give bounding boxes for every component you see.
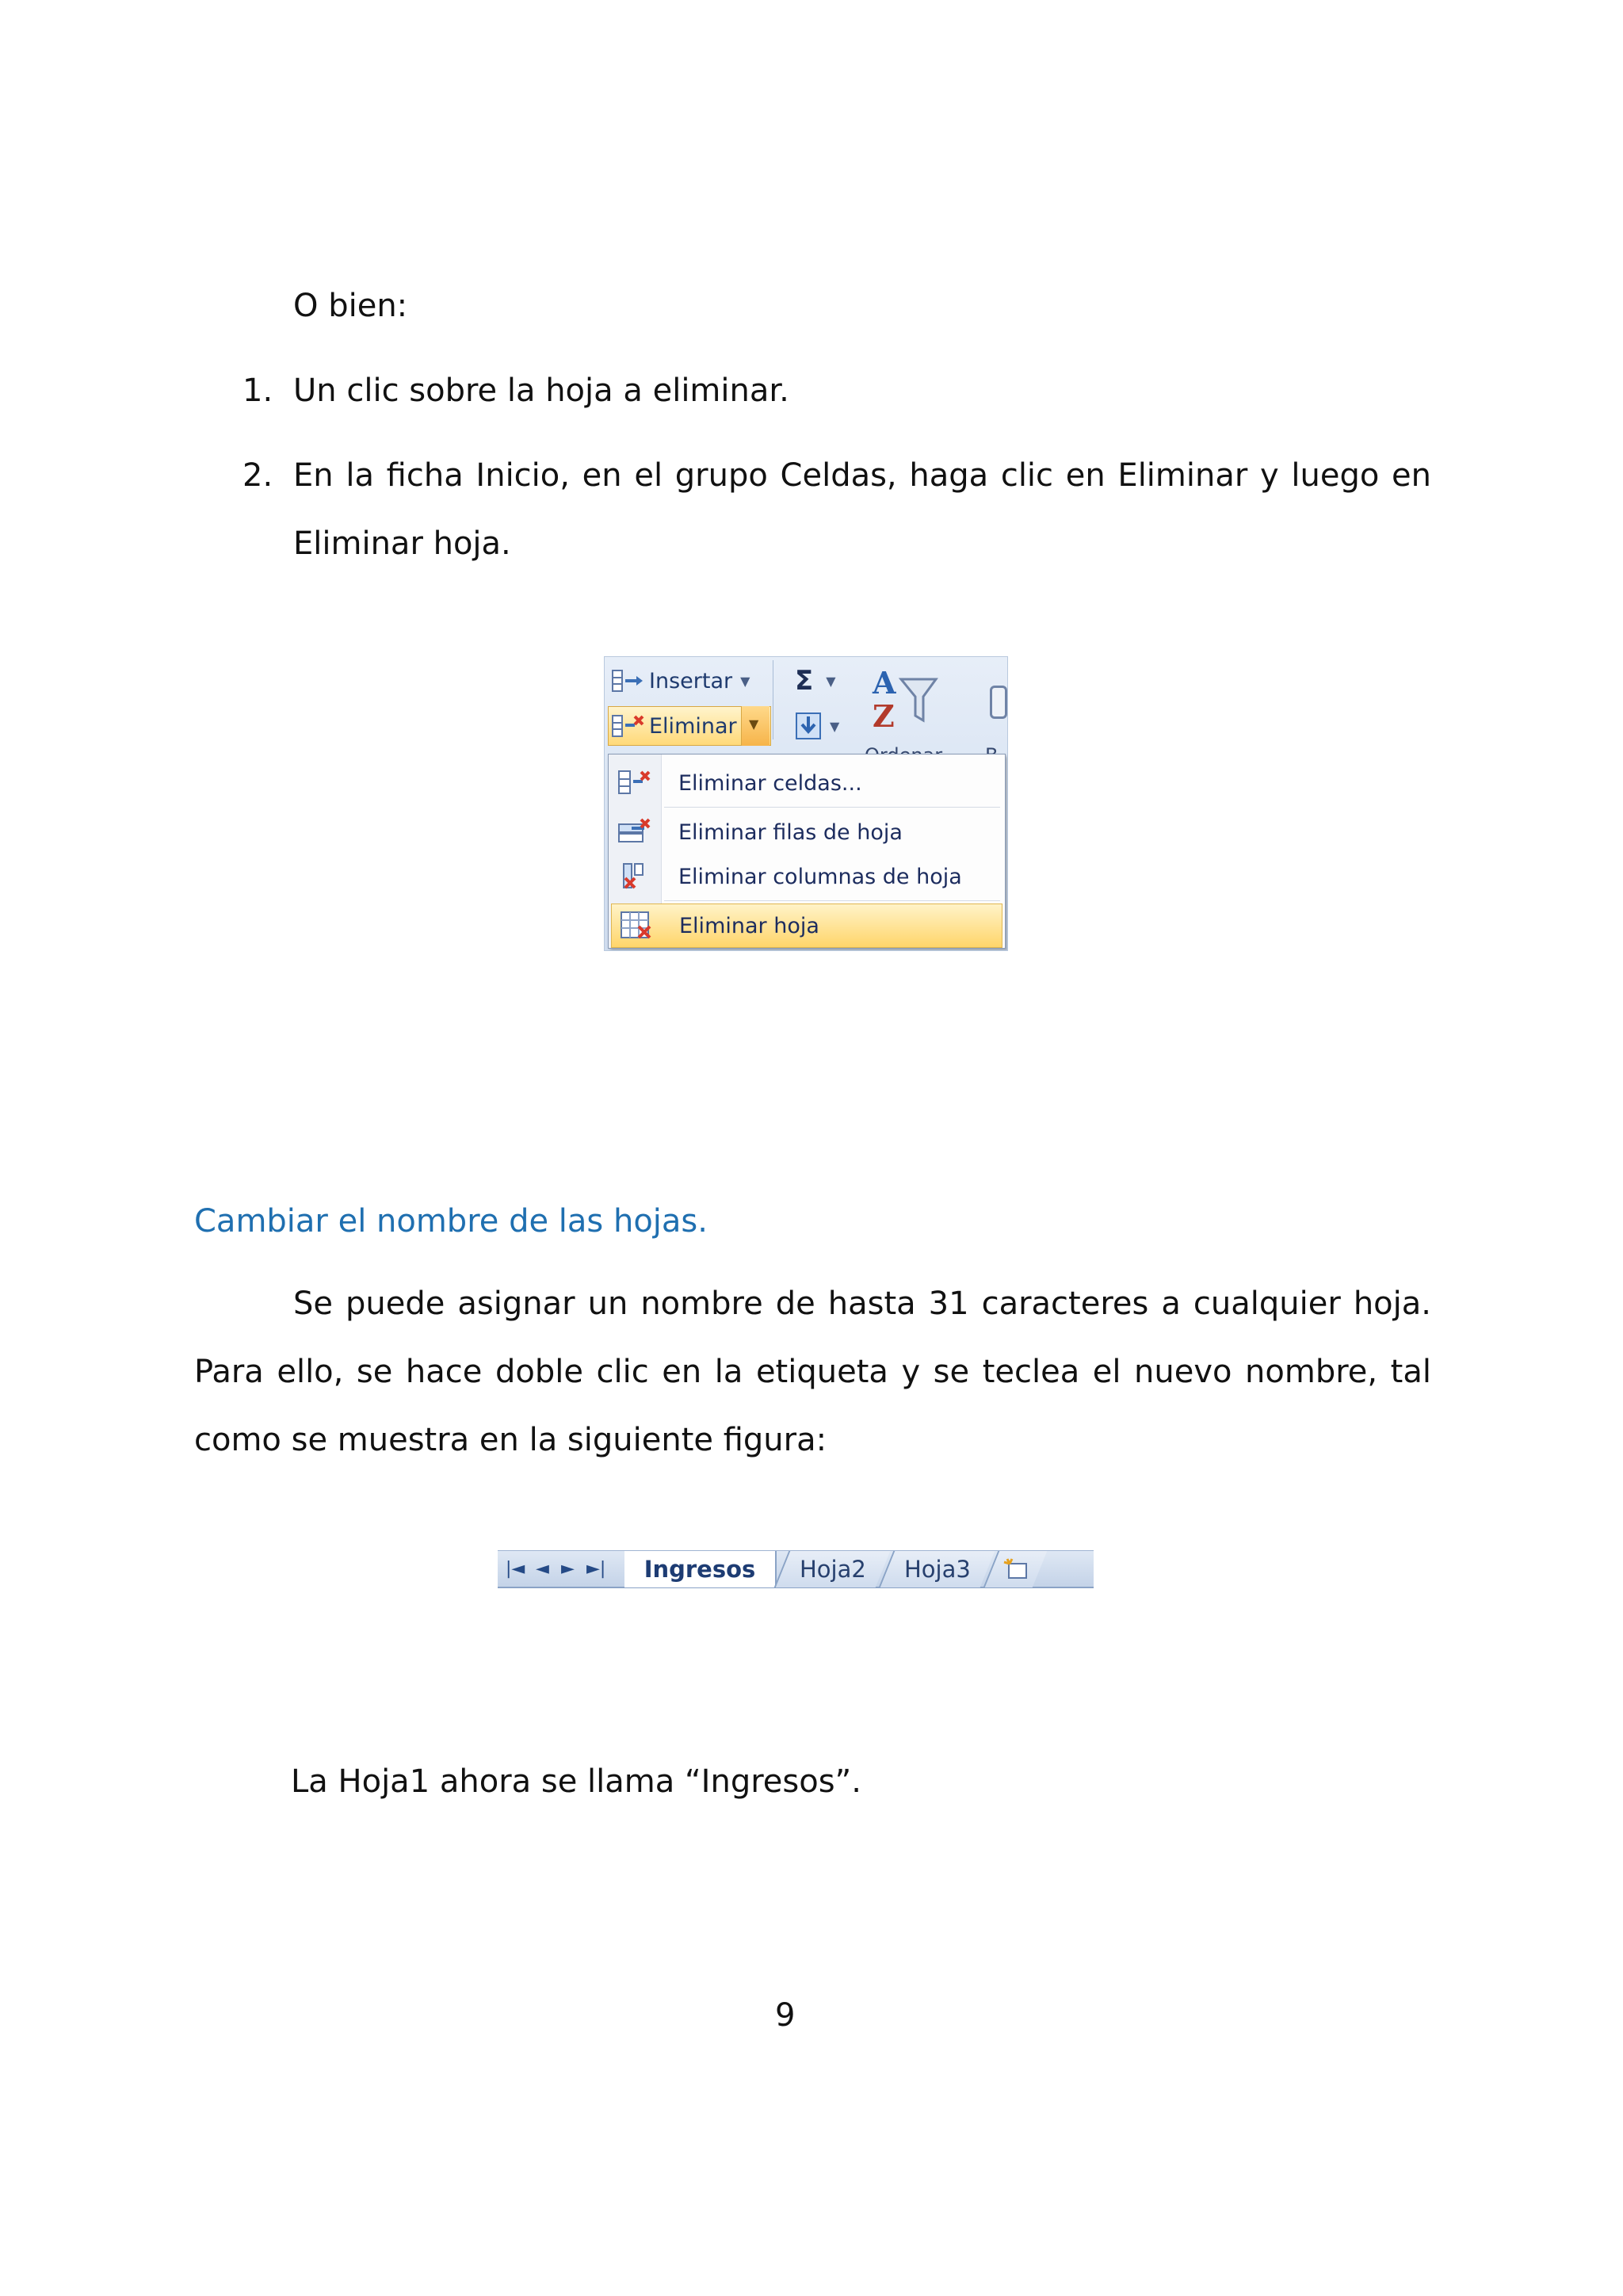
insert-button[interactable] <box>611 665 750 697</box>
tab-label: Hoja2 <box>800 1556 866 1583</box>
find-icon <box>990 686 1007 719</box>
rename-note: La Hoja1 ahora se llama “Ingresos”. <box>291 1763 861 1800</box>
menu-divider <box>664 807 1000 808</box>
page-number: 9 <box>775 1997 796 2034</box>
fill-button[interactable] <box>795 709 839 743</box>
last-sheet-icon[interactable]: ►| <box>586 1559 606 1579</box>
delete-dropdown-arrow[interactable] <box>741 706 769 746</box>
menu-item-label: Eliminar celdas... <box>678 770 862 796</box>
step-1-number: 1. <box>242 372 273 409</box>
menu-item-label: Eliminar filas de hoja <box>678 819 903 845</box>
sort-filter-icon <box>869 663 941 735</box>
step-1-text: Un clic sobre la hoja a eliminar. <box>293 372 789 409</box>
delete-button-content <box>611 709 737 743</box>
o-bien-text: O bien: <box>293 288 408 324</box>
delete-label: Eliminar <box>649 713 737 739</box>
delete-dropdown-menu <box>608 754 1006 949</box>
svg-text:A: A <box>873 665 896 701</box>
delete-cells-icon <box>617 769 652 797</box>
tab-ingresos[interactable] <box>624 1551 777 1587</box>
svg-text:Z: Z <box>873 698 895 734</box>
menu-item-delete-sheet[interactable] <box>611 904 1002 948</box>
sigma-icon: Σ <box>795 665 814 697</box>
menu-item-delete-columns[interactable] <box>609 854 1005 899</box>
insert-sheet-icon <box>1002 1557 1029 1581</box>
tab-hoja3[interactable] <box>879 1551 995 1587</box>
tab-label: Hoja3 <box>904 1556 971 1583</box>
first-sheet-icon[interactable]: |◄ <box>506 1559 525 1579</box>
menu-divider <box>664 900 1000 901</box>
menu-item-label: Eliminar hoja <box>679 913 819 938</box>
delete-rows-icon <box>617 818 652 846</box>
delete-sheet-icon <box>620 911 655 941</box>
fill-dropdown-icon: ▼ <box>830 718 840 734</box>
prev-sheet-icon[interactable]: ◄ <box>536 1559 549 1579</box>
section-heading: Cambiar el nombre de las hojas. <box>194 1203 708 1240</box>
insert-label: Insertar <box>649 668 733 693</box>
tab-hoja2[interactable] <box>774 1551 891 1587</box>
sort-filter-button[interactable] <box>869 663 941 739</box>
autosum-button[interactable] <box>795 665 836 697</box>
menu-item-delete-cells[interactable] <box>609 761 1005 805</box>
step-2-number: 2. <box>242 457 273 494</box>
section-body: Se puede asignar un nombre de hasta 31 caracteres a cualquier hoja. Para ello, se hace doble clic en la etiqueta y se teclea el nuevo nombre, tal como se muestra en la siguiente figura: <box>194 1286 1431 1458</box>
ribbon-screenshot <box>604 656 1008 951</box>
menu-item-delete-rows[interactable] <box>609 810 1005 854</box>
autosum-dropdown-icon: ▼ <box>826 673 836 689</box>
delete-columns-icon <box>617 862 652 891</box>
insert-cells-icon <box>611 668 646 693</box>
next-sheet-icon[interactable]: ► <box>561 1559 575 1579</box>
menu-item-label: Eliminar columnas de hoja <box>678 864 962 889</box>
chevron-down-icon: ▼ <box>749 716 759 732</box>
insert-dropdown-icon: ▼ <box>740 673 750 689</box>
sheet-tabs-screenshot <box>498 1550 1094 1588</box>
tab-insert-sheet[interactable] <box>983 1551 1048 1587</box>
tab-label: Ingresos <box>643 1556 756 1583</box>
step-2-text: En la ficha Inicio, en el grupo Celdas, haga clic en Eliminar y luego en Eliminar hoja. <box>293 457 1431 562</box>
delete-cells-ribbon-icon <box>611 713 646 739</box>
fill-down-icon <box>795 712 823 740</box>
